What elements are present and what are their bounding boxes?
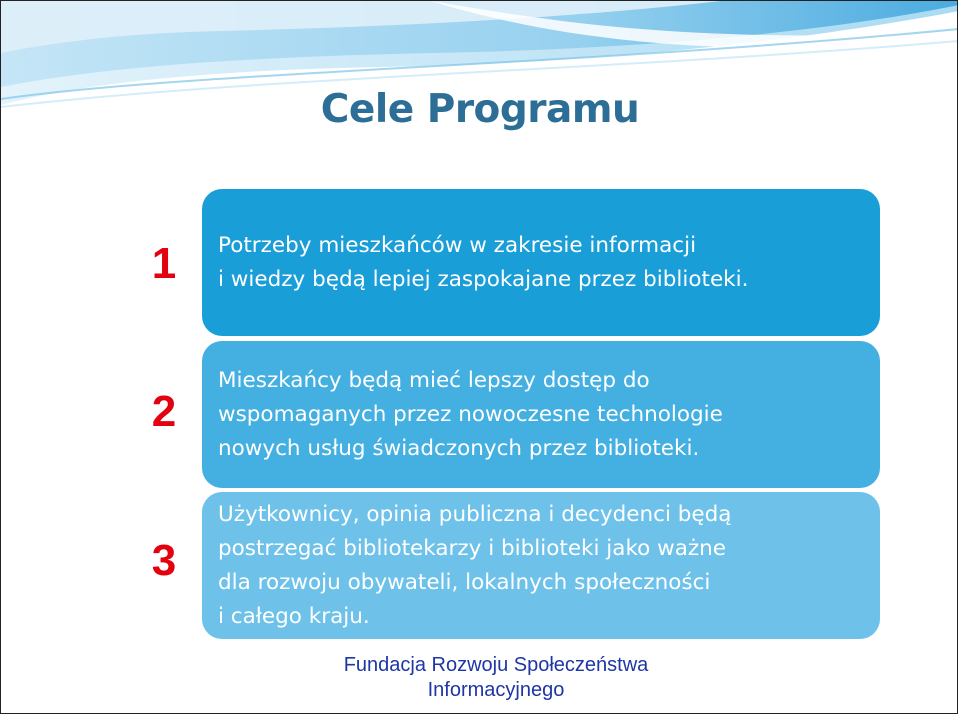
footer-organization bbox=[291, 653, 701, 703]
footer-line-2: Informacyjnego bbox=[427, 679, 565, 701]
goal-number-1: 1 bbox=[151, 239, 177, 288]
goal-box-3 bbox=[202, 492, 880, 639]
goal-number-2: 2 bbox=[151, 387, 177, 436]
goal-box-1 bbox=[202, 189, 880, 336]
goal-box-2 bbox=[202, 341, 880, 488]
footer-line-1: Fundacja Rozwoju Społeczeństwa bbox=[343, 654, 649, 676]
goal-number-3: 3 bbox=[151, 536, 177, 585]
goal-text-1: Potrzeby mieszkańców w zakresie informacji i wiedzy będą lepiej zaspokajane przez biblioteki. bbox=[218, 232, 749, 292]
goal-text-3: Użytkownicy, opinia publiczna i decydenci będą postrzegać bibliotekarzy i biblioteki jako ważne dla rozwoju obywateli, lokalnych społeczności i całego kraju. bbox=[218, 501, 732, 629]
slide-title: Cele Programu bbox=[320, 87, 640, 132]
goal-text-2: Mieszkańcy będą mieć lepszy dostęp do wspomaganych przez nowoczesne technologie nowych usług świadczonych przez biblioteki. bbox=[218, 367, 723, 461]
